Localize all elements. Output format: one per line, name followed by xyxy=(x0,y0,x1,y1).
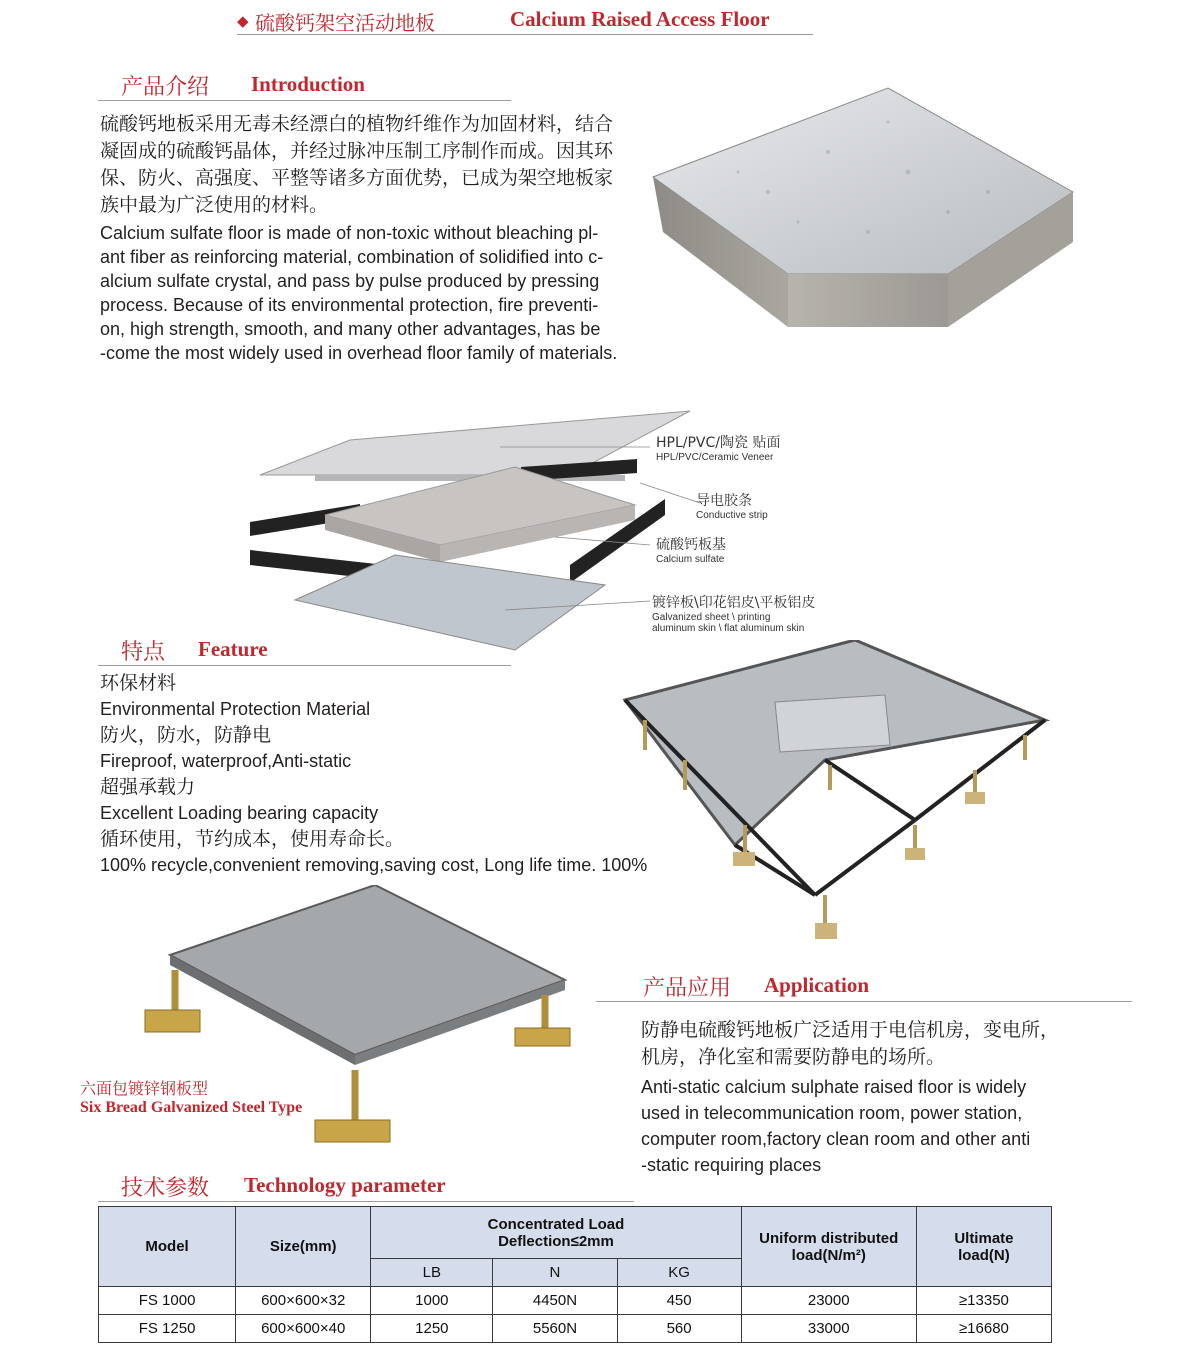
introduction-cn-text xyxy=(100,111,613,219)
strip-label xyxy=(696,490,768,521)
header-kg: KG xyxy=(617,1259,741,1287)
text-line: 防静电硫酸钙地板广泛适用于电信机房，变电所， xyxy=(641,1019,1060,1041)
text-line: -come the most widely used in overhead floor family of materials. xyxy=(100,343,618,363)
header-concentrated-load xyxy=(371,1207,741,1259)
header-model: Model xyxy=(99,1207,236,1287)
raised-floor-installation-image xyxy=(615,640,1055,945)
cell-n: 4450N xyxy=(493,1287,617,1315)
cell-model: FS 1000 xyxy=(99,1287,236,1315)
header-n: N xyxy=(493,1259,617,1287)
feature-line: 100% recycle,convenient removing,saving cost, Long life time. 100% xyxy=(100,855,648,875)
feature-line: 超强承载力 xyxy=(100,776,196,798)
base-label-cn: 镀锌板\印花铝皮\平板铝皮 xyxy=(652,595,816,611)
text-line: 凝固成的硫酸钙晶体，并经过脉冲压制工序制作而成。因其环 xyxy=(100,140,614,162)
veneer-label-en: HPL/PVC/Ceramic Veneer xyxy=(656,452,774,463)
application-heading-en: Application xyxy=(764,973,870,997)
cell-ultimate: ≥13350 xyxy=(916,1287,1051,1315)
introduction-heading-en: Introduction xyxy=(251,72,365,96)
calcium-panel-image xyxy=(648,82,1078,332)
veneer-label-cn: HPL/PVC/陶瓷 贴面 xyxy=(656,435,781,451)
diamond-bullet-icon: ◆ xyxy=(237,12,249,30)
header-concentrated-load-line2: Deflection≤2mm xyxy=(498,1232,614,1250)
feature-heading-cn: 特点 xyxy=(121,640,166,665)
text-line: used in telecommunication room, power station, xyxy=(641,1103,1023,1123)
text-line: alcium sulfate crystal, and pass by pulse produced by pressing xyxy=(100,271,600,291)
cell-lb: 1250 xyxy=(371,1315,493,1343)
text-line: on, high strength, smooth, and many other advantages, has be xyxy=(100,319,601,339)
cell-n: 5560N xyxy=(493,1315,617,1343)
base-label-en-1: Galvanized sheet \ printing xyxy=(652,612,771,623)
feature-line: Excellent Loading bearing capacity xyxy=(100,803,379,823)
text-line: process. Because of its environmental protection, fire preventi- xyxy=(100,295,599,315)
application-heading xyxy=(596,971,1132,1002)
text-line: 保、防火、高强度、平整等诸多方面优势，已成为架空地板家 xyxy=(100,167,614,189)
cell-kg: 450 xyxy=(617,1287,741,1315)
cell-model: FS 1250 xyxy=(99,1315,236,1343)
table-row xyxy=(99,1315,1052,1343)
feature-line: Fireproof, waterproof,Anti-static xyxy=(100,751,352,771)
header-ultimate-load xyxy=(916,1207,1051,1287)
text-line: 族中最为广泛使用的材料。 xyxy=(100,194,329,216)
cell-kg: 560 xyxy=(617,1315,741,1343)
technology-heading-en: Technology parameter xyxy=(244,1173,446,1197)
header-concentrated-load-line1: Concentrated Load xyxy=(487,1215,625,1233)
feature-line: 防火，防水，防静电 xyxy=(100,724,272,746)
application-en-text xyxy=(641,1074,1030,1178)
feature-line: 循环使用，节约成本，使用寿命长。 xyxy=(100,828,405,850)
cell-uniform: 23000 xyxy=(741,1287,916,1315)
cell-size: 600×600×40 xyxy=(236,1315,371,1343)
text-line: 硫酸钙地板采用无毒未经漂白的植物纤维作为加固材料，结合 xyxy=(100,113,614,135)
veneer-label xyxy=(656,432,780,463)
base-label xyxy=(652,592,815,634)
strip-label-cn: 导电胶条 xyxy=(696,493,752,509)
introduction-en-text xyxy=(100,221,617,365)
header-size: Size(mm) xyxy=(236,1207,371,1287)
cell-uniform: 33000 xyxy=(741,1315,916,1343)
header-ultimate-load-line2: load(N) xyxy=(958,1246,1010,1264)
page-title-cn: 硫酸钙架空活动地板 xyxy=(255,11,435,35)
text-line: computer room,factory clean room and other anti xyxy=(641,1129,1031,1149)
table-row xyxy=(99,1287,1052,1315)
feature-list xyxy=(100,670,647,878)
text-line: 机房，净化室和需要防静电的场所。 xyxy=(641,1046,946,1068)
technology-heading-cn: 技术参数 xyxy=(121,1176,210,1201)
text-line: -static requiring places xyxy=(641,1155,822,1175)
panel-caption-en: Six Bread Galvanized Steel Type xyxy=(80,1099,303,1116)
technology-heading xyxy=(98,1171,634,1202)
cell-lb: 1000 xyxy=(371,1287,493,1315)
header-uniform-load-line1: Uniform distributed xyxy=(759,1229,899,1247)
base-label-en-2: aluminum skin \ flat aluminum skin xyxy=(652,623,805,634)
cell-size: 600×600×32 xyxy=(236,1287,371,1315)
introduction-heading-cn: 产品介绍 xyxy=(121,75,210,100)
core-label xyxy=(656,534,726,565)
core-label-en: Calcium sulfate xyxy=(656,554,725,565)
feature-line: 环保材料 xyxy=(100,672,177,694)
header-lb: LB xyxy=(371,1259,493,1287)
page-title-bar xyxy=(237,4,813,35)
feature-heading-en: Feature xyxy=(198,637,268,661)
introduction-heading xyxy=(98,70,511,101)
panel-caption-cn: 六面包镀锌钢板型 xyxy=(80,1079,209,1098)
header-ultimate-load-line1: Ultimate xyxy=(954,1229,1014,1247)
feature-line: Environmental Protection Material xyxy=(100,699,371,719)
core-label-cn: 硫酸钙板基 xyxy=(656,537,726,553)
feature-heading xyxy=(98,635,511,666)
cell-ultimate: ≥16680 xyxy=(916,1315,1051,1343)
technology-parameter-table xyxy=(98,1206,1052,1343)
header-uniform-load xyxy=(741,1207,916,1287)
application-heading-cn: 产品应用 xyxy=(643,976,732,1001)
header-uniform-load-line2: load(N/m²) xyxy=(791,1246,866,1264)
strip-label-en: Conductive strip xyxy=(696,510,768,521)
page-title-en: Calcium Raised Access Floor xyxy=(510,7,770,31)
text-line: ant fiber as reinforcing material, combination of solidified into c- xyxy=(100,247,604,267)
text-line: Calcium sulfate floor is made of non-toxic without bleaching pl- xyxy=(100,223,599,243)
application-cn-text xyxy=(641,1017,1059,1071)
text-line: Anti-static calcium sulphate raised floor is widely xyxy=(641,1077,1027,1097)
